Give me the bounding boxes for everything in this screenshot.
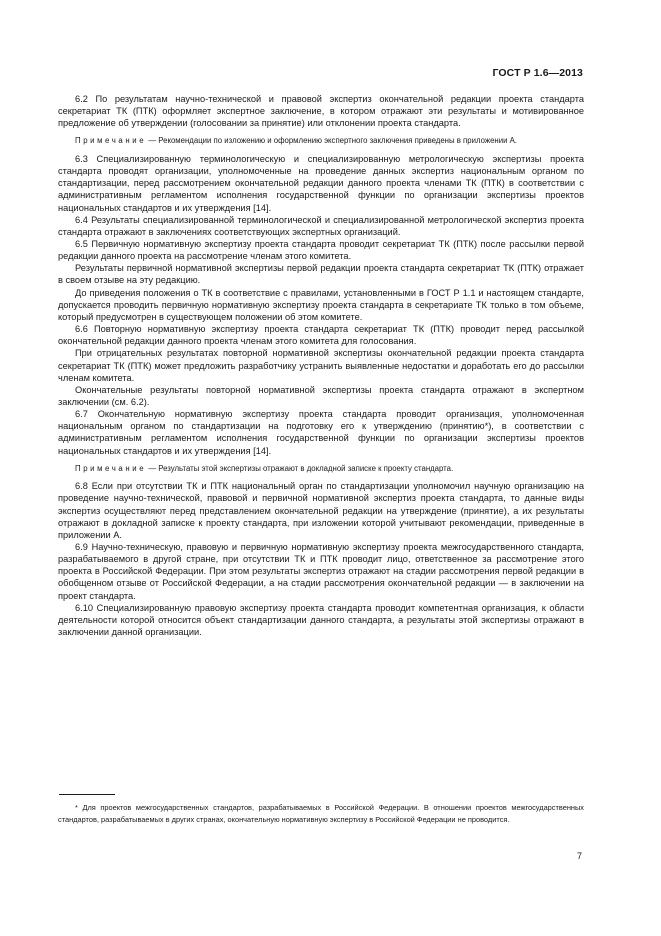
paragraph-6-2: 6.2 По результатам научно-технической и правовой экспертиз окончательной редакции проекта стандарта секретариат ТК (ПТК) оформляет экспертное заключение, в котором отражают эти результаты и мотивированное предложение об утверждении (голосовании за принятие) или отклонении проекта стандарта. (58, 94, 584, 129)
paragraph-6-6-final: Окончательные результаты повторной нормативной экспертизы проекта стандарта отражают в экспертном заключении (см. 6.2). (58, 384, 584, 407)
footnote-divider (59, 794, 115, 795)
paragraph-6-5-results: Результаты первичной нормативной экспертизы первой редакции проекта стандарта секретариат ТК (ПТК) отражает в своем отзыве на эту редакцию. (58, 263, 584, 286)
note-2 (58, 463, 584, 474)
paragraph-6-9: 6.9 Научно-техническую, правовую и первичную нормативную экспертизу проекта межгосударственного стандарта, разрабатываемого в другой стране, при отсутствии ТК и ПТК проводит лицо, ответственное за рассмотрение этого проекта в Российской Федерации. При этом результаты экспертиз отражают на стадии рассмотрения первой редакции в обобщенном отзыве от Российской Федерации, а на стадии рассмотрения окончательной редакции — в заключении на проект стандарта. (58, 541, 584, 601)
paragraph-6-3: 6.3 Специализированную терминологическую и специализированную метрологическую экспертизы проекта стандарта проводят организации, уполномоченные на проведение данных экспертиз национальным органом по стандартизации, перед рассмотрением окончательной редакции данного проекта членами ТК (ПТК) в соответствии с административным регламентом исполнения государственной функции по организации экспертизы проектов национальных стандартов и их утверждения [14]. (58, 153, 584, 213)
paragraph-6-4: 6.4 Результаты специализированной терминологической и специализированной метрологической экспертиз проекта стандарта отражают в заключениях соответствующих экспертных организаций. (58, 214, 584, 237)
page-number: 7 (576, 851, 582, 861)
document-code: ГОСТ Р 1.6—2013 (492, 67, 583, 79)
paragraph-6-8: 6.8 Если при отсутствии ТК и ПТК национальный орган по стандартизации уполномочил научную организацию на проведение научно-технической, правовой и первичной нормативной экспертиз проекта стандарта, то данные виды экспертиз осуществляют перед представлением окончательной редакции на утверждение (принятие), а их результаты отражают в докладной записке к проекту стандарта, при изложении которой учитывают рекомендации, приведенные в приложении А. (58, 481, 584, 540)
paragraph-6-6-negative: При отрицательных результатах повторной нормативной экспертизы окончательной редакции проекта стандарта секретариат ТК (ПТК) может предложить разработчику устранить выявленные недостатки и доработать его до рассылки членам комитета. (58, 348, 584, 383)
note-text: — Рекомендации по изложению и оформлению экспертного заключения приведены в приложении А. (148, 136, 517, 146)
paragraph-6-10: 6.10 Специализированную правовую экспертизу проекта стандарта проводит компетентная организация, к области деятельности которой относится объект стандартизации данного стандарта, а результаты этой экспертизы отражают в заключении данной организации. (58, 602, 584, 638)
paragraph-6-5: 6.5 Первичную нормативную экспертизу проекта стандарта проводит секретариат ТК (ПТК) после рассылки первой редакции данного проекта на рассмотрение членам этого комитета. (58, 238, 584, 262)
footnote: * Для проектов межгосударственных стандартов, разрабатываемых в Российской Федерации. В отношении проектов межгосударственных стандартов, разрабатываемых в других странах, окончательную нормативную экспертизу в Российской Федерации не проводится. (58, 803, 584, 824)
paragraph-6-6: 6.6 Повторную нормативную экспертизу проекта стандарта секретариат ТК (ПТК) проводит перед рассылкой окончательной редакции данного проекта членам этого комитета для голосования. (58, 324, 584, 347)
note-label: Примечание (75, 136, 147, 146)
paragraph-6-5-transition: До приведения положения о ТК в соответствие с правилами, установленными в ГОСТ Р 1.1 и настоящем стандарте, допускается проводить первичную нормативную экспертизу проекта стандарта в секретариате ТК только в том объеме, который предусмотрен в существующем положении об этом комитете. (58, 287, 584, 322)
document-body (58, 93, 584, 638)
note-label: Примечание (75, 463, 147, 473)
note-text: — Результаты этой экспертизы отражают в докладной записке к проекту стандарта. (148, 463, 454, 473)
note-1 (58, 135, 584, 146)
paragraph-6-7: 6.7 Окончательную нормативную экспертизу проекта стандарта проводит организация, уполномоченная национальным органом по стандартизации на подготовку его к утверждению (принятию*), в соответствии с административным регламентом исполнения государственной функции по организации экспертизы проектов национальных стандартов и их утверждения [14]. (58, 409, 584, 456)
